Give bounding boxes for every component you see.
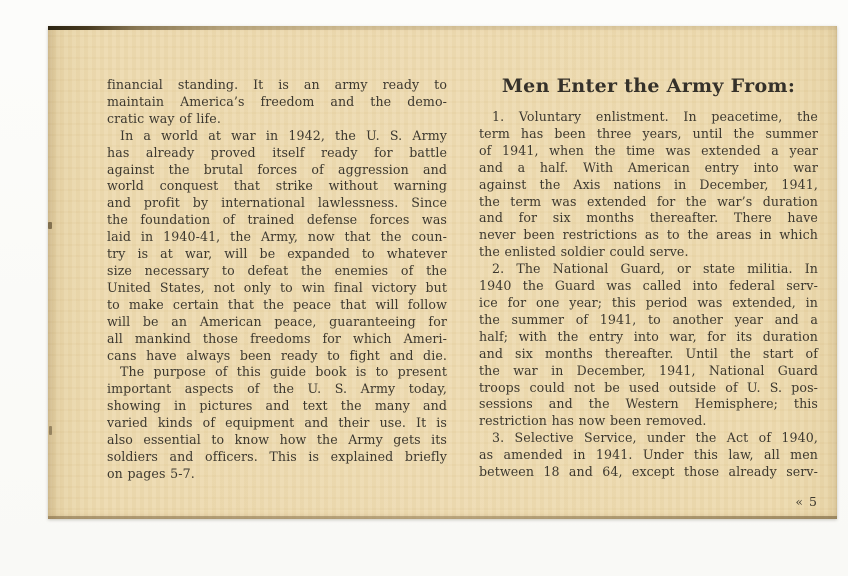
text-line: sessions and the Western Hemisphere; this	[479, 396, 818, 412]
text-line: has already proved itself ready for battle	[107, 144, 447, 160]
text-line: and a half. With American entry into war	[479, 159, 818, 175]
text-line: and for six months thereafter. There have	[479, 210, 818, 226]
text-line: the term was extended for the war’s duration	[479, 193, 818, 209]
text-line: size necessary to defeat the enemies of the	[107, 262, 447, 278]
text-line: 1. Voluntary enlistment. In peacetime, the	[492, 109, 818, 124]
text-line: the foundation of trained defense forces was	[107, 212, 447, 228]
text-line: 3. Selective Service, under the Act of 1940,	[492, 430, 818, 446]
text-line: 2. The National Guard, or state militia. In	[492, 261, 818, 277]
paper-speck	[49, 426, 52, 435]
section-heading: Men Enter the Army From:	[501, 75, 796, 97]
page-top-edge	[48, 26, 837, 30]
text-line: the war in December, 1941, National Guard	[479, 362, 818, 378]
text-line: the enlisted soldier could serve.	[479, 244, 689, 260]
text-line: also essential to know how the Army gets its	[107, 432, 447, 448]
text-line: the summer of 1941, to another year and a	[479, 311, 818, 327]
text-line: against the brutal forces of aggression and	[107, 161, 447, 177]
text-line: troops could not be used outside of U. S. pos-	[479, 379, 818, 395]
paper-speck	[48, 222, 52, 229]
text-line: ice for one year; this period was extended, in	[479, 294, 818, 310]
text-line: cans have always been ready to fight and die.	[107, 347, 447, 363]
book-page	[48, 26, 837, 519]
text-line: important aspects of the U. S. Army today,	[107, 381, 447, 397]
text-line: between 18 and 64, except those already serv-	[479, 464, 818, 480]
text-line: restriction has now been removed.	[479, 413, 707, 429]
text-line: 1940 the Guard was called into federal serv-	[479, 278, 818, 294]
text-line: term has been three years, until the summer	[479, 125, 818, 141]
text-line: financial standing. It is an army ready to	[107, 77, 447, 92]
page-number: « 5	[795, 494, 818, 509]
page-bottom-edge	[48, 516, 837, 519]
text-line: half; with the entry into war, for its duration	[479, 328, 818, 344]
text-line: showing in pictures and text the many and	[107, 398, 447, 414]
text-line: The purpose of this guide book is to present	[120, 364, 447, 380]
text-line: varied kinds of equipment and their use. It is	[107, 415, 447, 431]
text-line: all mankind those freedoms for which Ameri-	[107, 330, 447, 346]
text-line: on pages 5-7.	[107, 465, 195, 481]
text-line: try is at war, will be expanded to whatever	[107, 246, 447, 262]
text-line: world conquest that strike without warning	[107, 178, 447, 194]
text-line: cratic way of life.	[107, 110, 221, 126]
text-line: will be an American peace, guaranteeing for	[107, 313, 447, 329]
left-column-body	[107, 77, 447, 483]
right-column	[479, 75, 818, 481]
text-line: and six months thereafter. Until the start of	[479, 345, 818, 361]
right-column-body	[479, 109, 818, 481]
text-line: never been restrictions as to the areas in which	[479, 227, 818, 243]
text-line: maintain America’s freedom and the demo-	[107, 93, 447, 109]
text-line: as amended in 1941. Under this law, all men	[479, 447, 818, 463]
text-line: against the Axis nations in December, 1941,	[479, 176, 818, 192]
text-line: of 1941, when the time was extended a year	[479, 142, 818, 158]
text-line: laid in 1940-41, the Army, now that the coun-	[107, 229, 447, 245]
text-line: and profit by international lawlessness. Since	[107, 195, 447, 211]
text-line: United States, not only to win final victory but	[107, 279, 447, 295]
text-line: soldiers and officers. This is explained briefly	[107, 448, 447, 464]
left-column	[107, 77, 447, 483]
text-line: to make certain that the peace that will follow	[107, 296, 447, 312]
text-line: In a world at war in 1942, the U. S. Army	[120, 127, 447, 143]
